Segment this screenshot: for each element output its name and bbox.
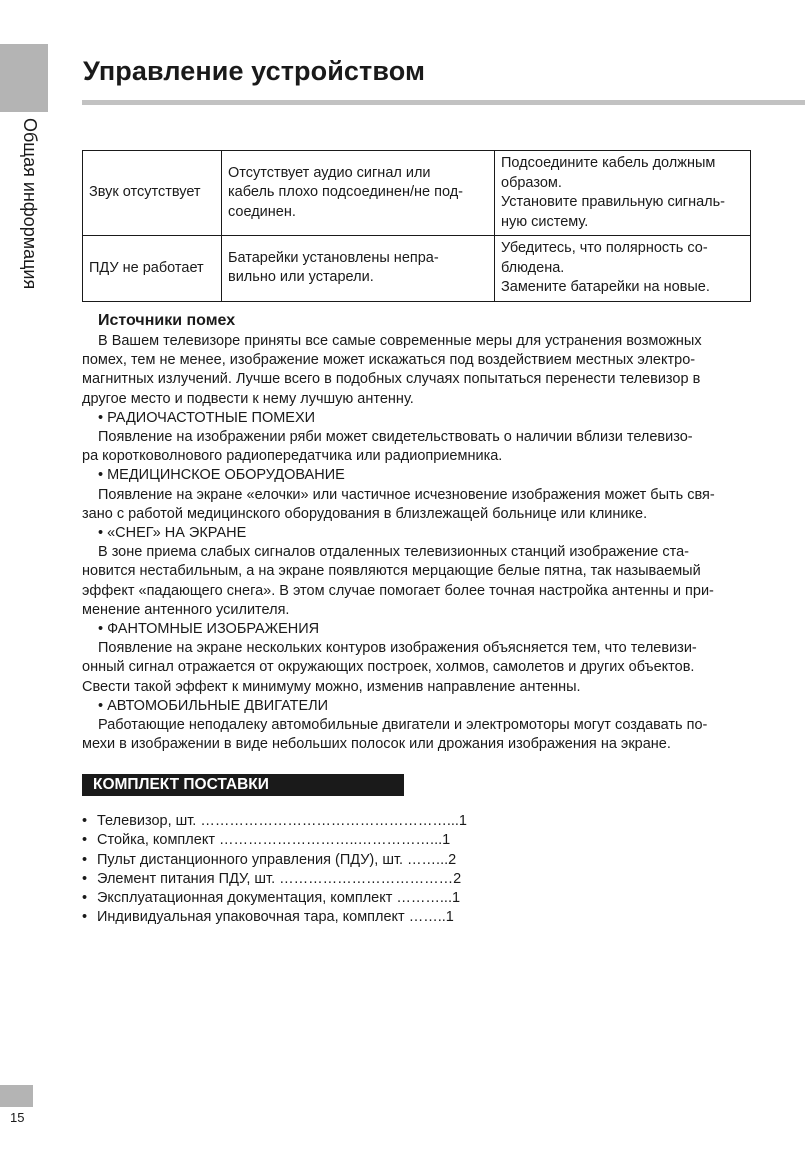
bullet-icon: • xyxy=(82,813,88,829)
interference-item-text: В зоне приема слабых сигналов отдаленных телевизионных станций изображение ста- новится нестабильным, а на экране появляются мерцающие белые пятна, так называемый эффект «падающего снега». В этом случае помогает более точная настройка антенны и при- менение антенного усилителя. xyxy=(82,544,714,618)
list-item-text: Элемент питания ПДУ, шт. ………………………………2 xyxy=(97,870,462,887)
list-item-text: Пульт дистанционного управления (ПДУ), шт. ……...2 xyxy=(97,851,457,868)
section-tab-label: Общая информация xyxy=(20,118,40,290)
kit-heading: КОМПЛЕКТ ПОСТАВКИ xyxy=(93,776,269,793)
interference-item-text: Появление на экране «елочки» или частичное исчезновение изображения может быть свя- зано с работой медицинского оборудования в близлежащей больнице или клинике. xyxy=(82,486,715,522)
interference-heading: Источники помех xyxy=(98,312,236,329)
interference-item-text: Появление на изображении ряби может свидетельствовать о наличии вблизи телевизо- ра коротковолнового радиопередатчика или радиоприемника. xyxy=(82,429,693,465)
list-item xyxy=(82,812,482,831)
interference-item-title: • АВТОМОБИЛЬНЫЕ ДВИГАТЕЛИ xyxy=(98,697,329,714)
page-number-tab xyxy=(0,1085,33,1107)
page-number: 15 xyxy=(10,1110,25,1125)
interference-intro: В Вашем телевизоре приняты все самые современные меры для устранения возможных помех, тем не менее, изображение может искажаться под воздействием местных электро- магнитных излучений. Лучше всего в подобных случаях попытаться перенести телевизор в другое место и подвести к нему лучшую антенну. xyxy=(82,333,702,407)
list-item-text: Телевизор, шт. ……………………………………………...1 xyxy=(97,813,467,829)
kit-heading-bar xyxy=(82,774,404,796)
list-item xyxy=(82,870,482,889)
interference-item-title: • МЕДИЦИНСКОЕ ОБОРУДОВАНИЕ xyxy=(98,467,345,484)
symptom-cell: Звук отсутствует xyxy=(83,151,222,236)
solution-cell: Убедитесь, что полярность со- блюдена. Замените батарейки на новые. xyxy=(495,236,751,302)
bullet-icon: • xyxy=(82,870,88,887)
bullet-icon: • xyxy=(82,832,88,849)
list-item xyxy=(82,851,482,870)
bullet-icon: • xyxy=(82,851,88,868)
interference-item-title: • ФАНТОМНЫЕ ИЗОБРАЖЕНИЯ xyxy=(98,621,320,638)
section-tab xyxy=(0,44,48,112)
bullet-icon: • xyxy=(82,890,88,907)
list-item xyxy=(82,831,482,850)
troubleshooting-table xyxy=(82,150,751,302)
table-row xyxy=(83,236,751,302)
list-item-text: Стойка, комплект ………………………..……………...1 xyxy=(97,832,451,849)
interference-item-text: Работающие неподалеку автомобильные двигатели и электромоторы могут создавать по- мехи в изображении в виде небольших полосок или дрожания изображения на экране. xyxy=(82,717,708,753)
table-row xyxy=(83,151,751,236)
kit-list xyxy=(82,812,482,928)
interference-item-title: • «СНЕГ» НА ЭКРАНЕ xyxy=(98,525,247,542)
cause-cell: Батарейки установлены непра- вильно или устарели. xyxy=(222,236,495,302)
list-item xyxy=(82,889,482,908)
list-item-text: Индивидуальная упаковочная тара, комплект ……..1 xyxy=(97,909,454,926)
symptom-cell: ПДУ не работает xyxy=(83,236,222,302)
cause-cell: Отсутствует аудио сигнал или кабель плохо подсоединен/не под- соединен. xyxy=(222,151,495,236)
solution-cell: Подсоедините кабель должным образом. Установите правильную сигналь- ную систему. xyxy=(495,151,751,236)
interference-item-text: Появление на экране нескольких контуров изображения объясняется тем, что телевизи- онный сигнал отражается от окружающих построек, холмов, самолетов и других объектов. Свести такой эффект к минимуму можно, изменив направление антенны. xyxy=(82,640,697,695)
interference-section xyxy=(82,332,752,754)
interference-item-title: • РАДИОЧАСТОТНЫЕ ПОМЕХИ xyxy=(98,409,316,426)
bullet-icon: • xyxy=(82,909,88,926)
list-item xyxy=(82,908,482,927)
title-divider xyxy=(82,100,805,105)
list-item-text: Эксплуатационная документация, комплект ………...1 xyxy=(97,890,461,907)
page-title: Управление устройством xyxy=(83,56,426,86)
